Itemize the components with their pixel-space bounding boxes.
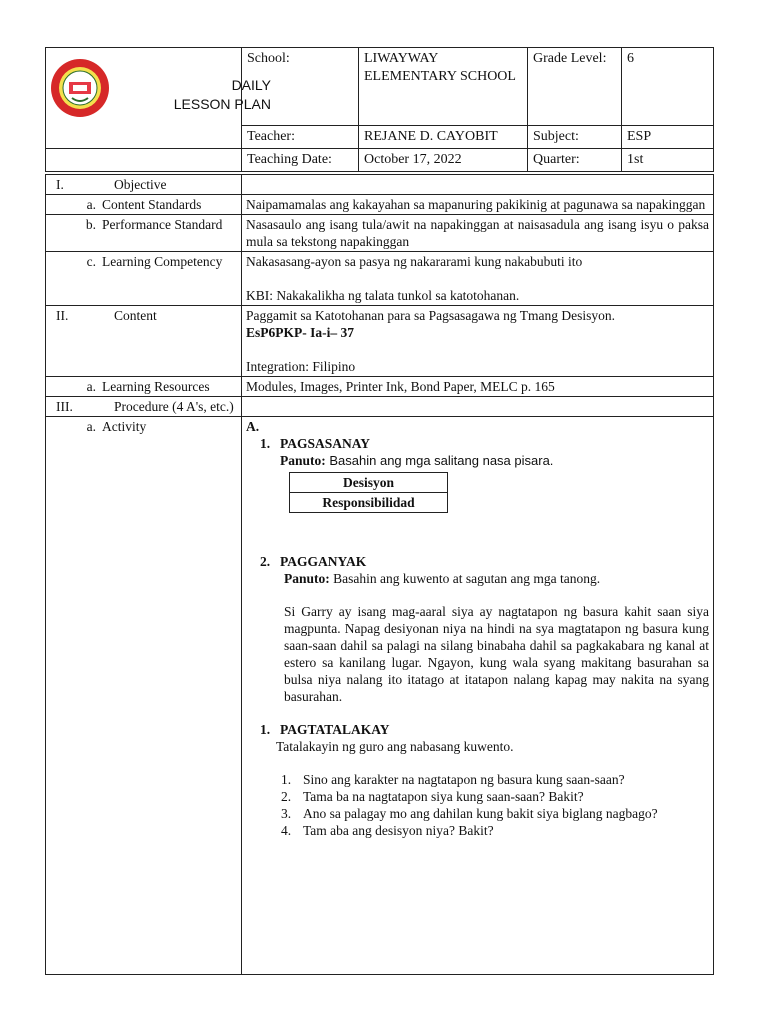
teacher-label: Teacher: — [242, 126, 359, 149]
lesson-plan-table — [45, 174, 714, 975]
list-item: 2. Tama ba na nagtatapon siya kung saan-saan? Bakit? — [281, 789, 584, 804]
grade-value: 6 — [622, 48, 714, 126]
grade-label: Grade Level: — [528, 48, 622, 126]
activity-letter: A. — [246, 419, 260, 434]
question-list — [246, 771, 709, 839]
header-table — [45, 47, 714, 172]
procedure-label: III. Procedure (4 A's, etc.) — [46, 397, 242, 417]
objective-value — [242, 175, 714, 195]
school-seal-icon — [50, 58, 110, 118]
learning-resources-label: a. Learning Resources — [46, 377, 242, 397]
learning-competency-value — [242, 252, 714, 306]
integration-text: Integration: Filipino — [246, 359, 356, 374]
procedure-value — [242, 397, 714, 417]
learning-resources-value: Modules, Images, Printer Ink, Bond Paper, MELC p. 165 — [242, 377, 714, 397]
document-title: DAILY LESSON PLAN — [173, 77, 271, 112]
word-cell: Desisyon — [290, 473, 448, 493]
performance-standard-label: b. Performance Standard — [46, 215, 242, 252]
school-label: School: — [242, 48, 359, 126]
content-label: II. Content — [46, 306, 242, 377]
blank-cell — [46, 149, 242, 172]
word-cell: Responsibilidad — [290, 493, 448, 513]
subject-label: Subject: — [528, 126, 622, 149]
subject-value: ESP — [622, 126, 714, 149]
content-code: EsP6PKP- Ia-i– 37 — [246, 325, 354, 340]
pagganyak-instruction: Panuto: Basahin ang kuwento at sagutan ang mga tanong. — [284, 571, 601, 586]
content-standards-value: Naipamamalas ang kakayahan sa mapanuring pakikinig at pagunawa sa napakinggan — [242, 195, 714, 215]
content-title: Paggamit sa Katotohanan para sa Pagsasagawa ng Tmang Desisyon. — [246, 308, 616, 323]
objective-label: I. Objective — [46, 175, 242, 195]
story-text: Si Garry ay isang mag-aaral siya ay nagtatapon ng basura kahit saan siya magpunta. Napag desiyonan niya na hindi na sya magtatapon ng basura kung saan-saan dahil sa palagi na silang binabaha dahil sa pagkakabara ng kanal at estero sa kanilang lugar. Ngayon, kung wala syang makitang basurahan sa bulsa niya nalang ito itatago at itatapon nalang kapag may nakita na syang basurahan. — [284, 604, 709, 704]
word-table — [289, 472, 448, 513]
activity-content — [242, 417, 714, 975]
quarter-label: Quarter: — [528, 149, 622, 172]
performance-standard-value: Nasasaulo ang isang tula/awit na napakinggan at naisasadula ang isang isyu o paksa mula sa tekstong napakinggan — [242, 215, 714, 252]
section-pagtatalakay: 1. PAGTATALAKAY — [260, 722, 390, 737]
competency-text: Nakasasang-ayon sa pasya ng nakararami kung nakabubuti ito — [246, 254, 583, 269]
kbi-text: KBI: Nakakalikha ng talata tunkol sa katotohanan. — [246, 288, 520, 303]
list-item: 1. Sino ang karakter na nagtatapon ng basura kung saan-saan? — [281, 772, 625, 787]
list-item: 3. Ano sa palagay mo ang dahilan kung bakit siya biglang nagbago? — [281, 806, 658, 821]
blank-cell — [46, 126, 242, 149]
learning-competency-label: c. Learning Competency — [46, 252, 242, 306]
quarter-value: 1st — [622, 149, 714, 172]
date-label: Teaching Date: — [242, 149, 359, 172]
date-value: October 17, 2022 — [359, 149, 528, 172]
teacher-value: REJANE D. CAYOBIT — [359, 126, 528, 149]
section-pagsasanay: 1. PAGSASANAY — [260, 436, 371, 451]
pagtatalakay-text: Tatalakayin ng guro ang nabasang kuwento. — [276, 739, 514, 754]
pagsasanay-instruction: Panuto: Basahin ang mga salitang nasa pisara. — [280, 453, 554, 468]
content-standards-label: a. Content Standards — [46, 195, 242, 215]
section-pagganyak: 2. PAGGANYAK — [260, 554, 367, 569]
activity-label: a. Activity — [46, 417, 242, 975]
list-item: 4. Tam aba ang desisyon niya? Bakit? — [281, 823, 494, 838]
school-value: LIWAYWAY ELEMENTARY SCHOOL — [359, 48, 528, 126]
content-value — [242, 306, 714, 377]
